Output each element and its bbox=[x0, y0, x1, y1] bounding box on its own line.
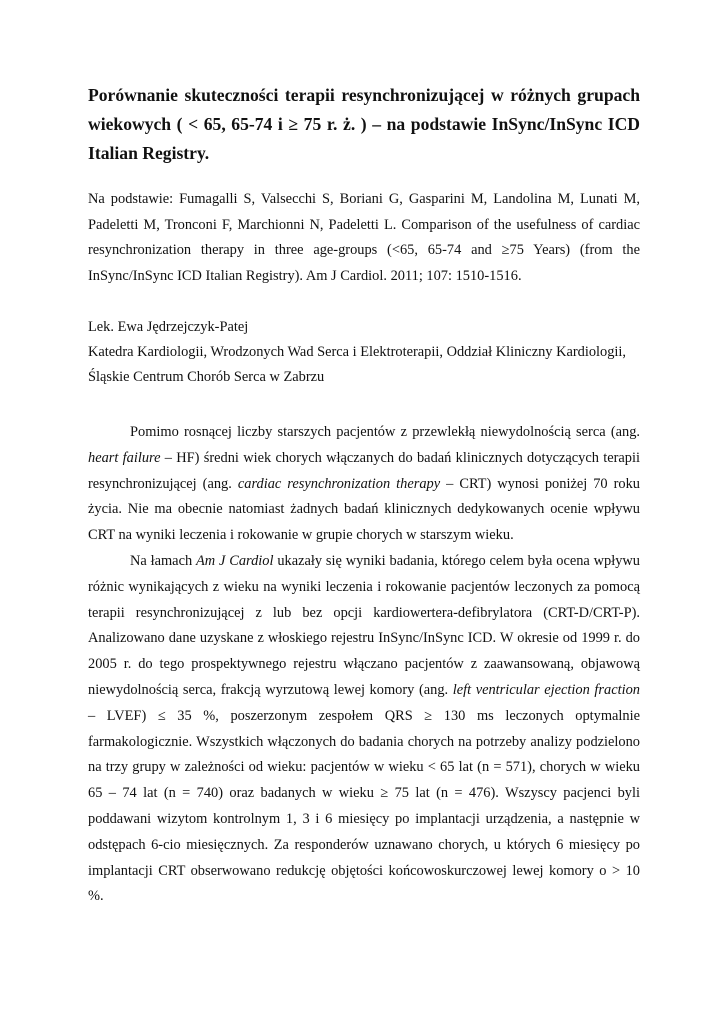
body-paragraph-1 bbox=[88, 420, 640, 549]
text-run: – LVEF) ≤ 35 %, poszerzonym zespołem QRS ≥ 130 ms leczonych optymalnie farmakologicznie. Wszystkich włączonych do badania chorych na potrzeby analizy podzielono na trzy grupy w zależności od wieku: pacjentów w wieku < 65 lat (n = 571), chorych w wieku 65 – 74 lat (n = 740) oraz badanych w wieku ≥ 75 lat (n = 476). Wszyscy pacjenci byli poddawani wizytom kontrolnym 1, 3 i 6 miesięcy po implantacji urządzenia, a następnie w odstępach 6-cio miesięcznych. Za responderów uznawano chorych, u których 6 miesięcy po implantacji CRT obserwowano redukcję objętości końcowoskurczowej lewej komory o > 10 %. bbox=[88, 707, 640, 905]
text-run: – CRT) wynosi poniżej 70 roku życia. Nie ma obecnie natomiast żadnych badań klinicznych dedykowanych ocenie wpływu CRT na wyniki leczenia i rokowanie w grupie chorych w starszym wieku. bbox=[88, 475, 641, 544]
author-name: Lek. Ewa Jędrzejczyk-Patej bbox=[88, 319, 249, 335]
italic-term: cardiac resynchronization therapy bbox=[237, 475, 441, 492]
author-department: Katedra Kardiologii, Wrodzonych Wad Serca i Elektroterapii, Oddział Kliniczny Kardiologii, bbox=[88, 344, 627, 360]
italic-term: heart failure bbox=[88, 449, 161, 466]
document-title: Porównanie skuteczności terapii resynchronizującej w różnych grupach wiekowych ( < 65, 65-74 i ≥ 75 r. ż. ) – na podstawie InSync/InSync ICD Italian Registry. bbox=[88, 85, 640, 163]
italic-term: left ventricular ejection fraction bbox=[452, 681, 640, 698]
body-paragraph-2 bbox=[88, 549, 640, 910]
source-citation: Na podstawie: Fumagalli S, Valsecchi S, Boriani G, Gasparini M, Landolina M, Lunati M, Padeletti M, Tronconi F, Marchionni N, Padeletti L. Comparison of the usefulness of cardiac resynchronization therapy in three age-groups (<65, 65-74 and ≥75 Years) (from the InSync/InSync ICD Italian Registry). Am J Cardiol. 2011; 107: 1510-1516. bbox=[88, 191, 640, 284]
text-run: Pomimo rosnącej liczby starszych pacjentów z przewlekłą niewydolnością serca (ang. bbox=[130, 424, 640, 440]
italic-term: Am J Cardiol bbox=[196, 552, 274, 569]
text-run: – HF) średni wiek chorych włączanych do badań klinicznych dotyczących terapii resynchronizującej (ang. bbox=[88, 449, 641, 492]
author-institution: Śląskie Centrum Chorób Serca w Zabrzu bbox=[88, 369, 325, 385]
text-run: Na łamach bbox=[130, 552, 196, 569]
text-run: ukazały się wyniki badania, którego celem była ocena wpływu różnic wynikających z wieku na wyniki leczenia i rokowanie pacjentów leczonych za pomocą terapii resynchronizującej z lub bez opcji kardiowertera-defibrylatora (CRT-D/CRT-P). Analizowano dane uzyskane z włoskiego rejestru InSync/InSync ICD. W okresie od 1999 r. do 2005 r. do tego prospektywnego rejestru włączano pacjentów z zaawansowaną, objawową niewydolnością serca, frakcją wyrzutową lewej komory (ang. bbox=[88, 552, 640, 698]
article-body bbox=[88, 420, 640, 910]
author-affiliation bbox=[88, 315, 640, 390]
